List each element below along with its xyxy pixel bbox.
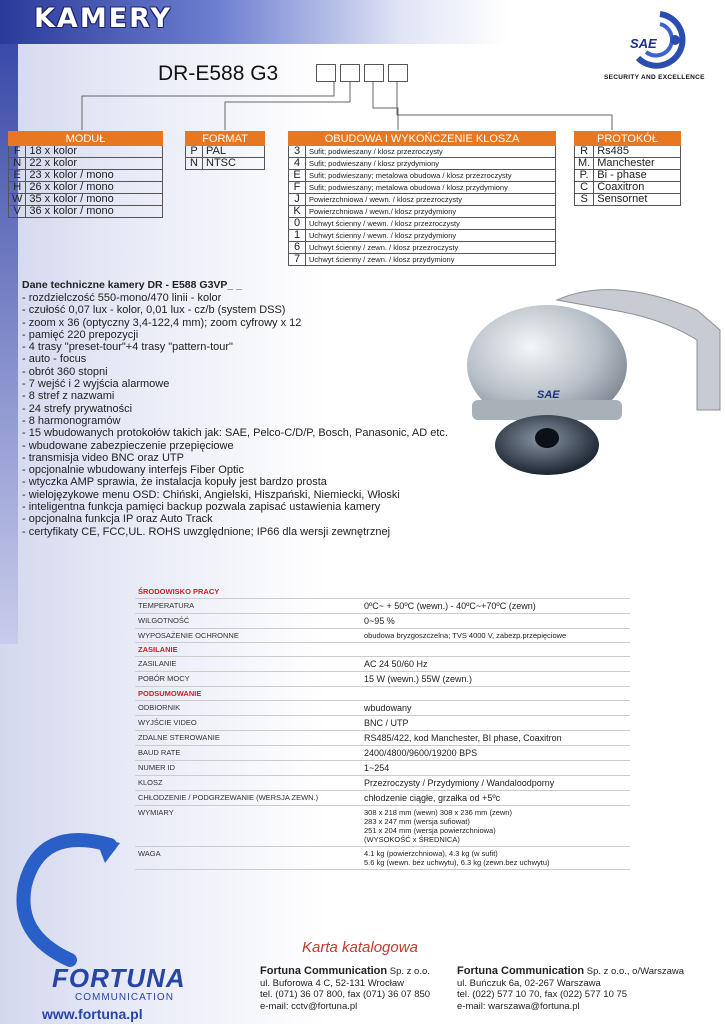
modul-row-code: F xyxy=(9,146,26,158)
tech-row xyxy=(135,806,630,847)
modul-row-desc: 18 x kolor xyxy=(26,146,163,158)
tech-key: POBÓR MOCY xyxy=(135,672,361,687)
protokol-row-code: P. xyxy=(575,170,594,182)
tech-key: ZDALNE STEROWANIE xyxy=(135,731,361,746)
address-line: ul. Buńczuk 6a, 02-267 Warszawa xyxy=(457,977,601,989)
tech-key: WAGA xyxy=(135,847,361,870)
tech-specs-table xyxy=(135,585,630,870)
address-line: ul. Buforowa 4 C, 52-131 Wrocław xyxy=(260,977,404,989)
obudowa-row xyxy=(289,254,556,266)
modul-row-code: E xyxy=(9,170,26,182)
format-row-desc: NTSC xyxy=(203,158,265,170)
spec-item: - opcjonalnie wbudowany interfejs Fiber Optic xyxy=(22,464,244,477)
tech-row xyxy=(135,672,630,687)
protokol-row-desc: Bi - phase xyxy=(594,170,681,182)
tech-value: 15 W (wewn.) 55W (zewn.) xyxy=(361,672,630,687)
spec-item: - 7 wejść i 2 wyjścia alarmowe xyxy=(22,378,170,391)
tech-row xyxy=(135,761,630,776)
obudowa-row xyxy=(289,242,556,254)
tech-row xyxy=(135,847,630,870)
tech-row xyxy=(135,629,630,643)
tech-value: 0ºC~ + 50ºC (wewn.) - 40ºC~+70ºC (zewn) xyxy=(361,599,630,614)
format-row-code: P xyxy=(186,146,203,158)
protokol-row-code: C xyxy=(575,182,594,194)
format-row xyxy=(186,146,265,158)
obudowa-row xyxy=(289,170,556,182)
company-name: Fortuna Communication xyxy=(457,965,585,977)
format-row-code: N xyxy=(186,158,203,170)
obudowa-row-code: 3 xyxy=(289,146,306,158)
tech-section-header xyxy=(135,643,630,657)
spec-item: - wtyczka AMP sprawia, że instalacja kopuły jest bardzo prosta xyxy=(22,476,327,489)
format-table xyxy=(185,131,265,170)
tech-key: NUMER ID xyxy=(135,761,361,776)
fortuna-swirl-icon xyxy=(0,825,135,975)
spec-item: - 4 trasy "preset-tour"+4 trasy "pattern-tour" xyxy=(22,341,233,354)
obudowa-row-desc: Powierzchniowa / wewn. / klosz przezroczysty xyxy=(306,194,556,206)
tech-value: AC 24 50/60 Hz xyxy=(361,657,630,672)
protokol-row-code: S xyxy=(575,194,594,206)
obudowa-row-code: K xyxy=(289,206,306,218)
protokol-table xyxy=(574,131,681,206)
protokol-row-code: M. xyxy=(575,158,594,170)
modul-row-desc: 36 x kolor / mono xyxy=(26,206,163,218)
obudowa-row xyxy=(289,182,556,194)
modul-row-code: V xyxy=(9,206,26,218)
specs-list xyxy=(22,292,448,538)
address-wroclaw xyxy=(260,966,430,1012)
obudowa-row-code: 6 xyxy=(289,242,306,254)
modul-row xyxy=(9,158,163,170)
obudowa-row-code: E xyxy=(289,170,306,182)
tech-section-header xyxy=(135,687,630,701)
fortuna-logo-text: FORTUNA xyxy=(52,963,186,993)
obudowa-row xyxy=(289,158,556,170)
protokol-row-desc: Manchester xyxy=(594,158,681,170)
modul-row-code: N xyxy=(9,158,26,170)
tech-key: ODBIORNIK xyxy=(135,701,361,716)
tech-section-label: ŚRODOWISKO PRACY xyxy=(135,585,630,599)
spec-item: - 8 harmonogramów xyxy=(22,414,121,427)
tech-section-label: ZASILANIE xyxy=(135,643,630,657)
tech-key: ZASILANIE xyxy=(135,657,361,672)
obudowa-row-code: J xyxy=(289,194,306,206)
obudowa-row-desc: Uchwyt ścienny / zewn. / klosz przydymiony xyxy=(306,254,556,266)
tech-value: 308 x 218 mm (wewn) 308 x 236 mm (zewn) 283 x 247 mm (wersja sufiowat) 251 x 204 mm (wersja powierzchniowa) (WYSOKOŚĆ x ŚREDNICA) xyxy=(361,806,630,847)
protokol-row xyxy=(575,146,681,158)
spec-item: - inteligentna funkcja pamięci backup pozwala zapisać ustawienia kamery xyxy=(22,501,381,514)
modul-row-desc: 26 x kolor / mono xyxy=(26,182,163,194)
tech-value: wbudowany xyxy=(361,701,630,716)
obudowa-title: OBUDOWA I WYKOŃCZENIE KLOSZA xyxy=(289,132,556,146)
obudowa-row-desc: Uchwyt ścienny / wewn. / klosz przezroczysty xyxy=(306,218,556,230)
obudowa-row-desc: Sufit; podwieszany / klosz przydymiony xyxy=(306,158,556,170)
email-line[interactable]: e-mail: cctv@fortuna.pl xyxy=(260,1000,358,1012)
tech-key: WYMIARY xyxy=(135,806,361,847)
code-connector-lines xyxy=(0,0,725,135)
tech-row xyxy=(135,731,630,746)
tech-row xyxy=(135,599,630,614)
tech-value: RS485/422, kod Manchester, BI phase, Coaxitron xyxy=(361,731,630,746)
spec-item: - 24 strefy prywatności xyxy=(22,402,133,415)
spec-item: - zoom x 36 (optyczny 3,4-122,4 mm); zoom cyfrowy x 12 xyxy=(22,316,302,329)
obudowa-row-desc: Uchwyt ścienny / zewn. / klosz przezroczysty xyxy=(306,242,556,254)
modul-row-code: W xyxy=(9,194,26,206)
modul-row-code: H xyxy=(9,182,26,194)
phone-line: tel. (022) 577 10 70, fax (022) 577 10 75 xyxy=(457,989,628,1000)
protokol-title: PROTOKÓŁ xyxy=(575,132,681,146)
tech-row xyxy=(135,614,630,629)
modul-title: MODUŁ xyxy=(9,132,163,146)
tech-key: BAUD RATE xyxy=(135,746,361,761)
model-name: DR-E588 G3 xyxy=(158,62,279,85)
obudowa-row xyxy=(289,194,556,206)
spec-item: - wielojęzykowe menu OSD: Chiński, Angielski, Hiszpański, Niemiecki, Włoski xyxy=(22,488,400,501)
obudowa-row xyxy=(289,230,556,242)
svg-text:SAE: SAE xyxy=(537,389,560,401)
obudowa-row-code: 7 xyxy=(289,254,306,266)
tech-key: WYPOSAŻENIE OCHRONNE xyxy=(135,629,361,643)
tech-key: WILGOTNOŚĆ xyxy=(135,614,361,629)
company-name: Fortuna Communication xyxy=(260,965,388,977)
tech-value: Przezroczysty / Przydymiony / Wandaloodporny xyxy=(361,776,630,791)
tech-row xyxy=(135,776,630,791)
website-link[interactable]: www.fortuna.pl xyxy=(42,1006,143,1022)
obudowa-row-code: F xyxy=(289,182,306,194)
tech-row xyxy=(135,746,630,761)
tech-value: 4.1 kg (powierzchniowa), 4.3 kg (w sufit) 5.6 kg (wewn. bez uchwytu), 6.3 kg (zewn.bez uchwytu) xyxy=(361,847,630,870)
obudowa-row-code: 1 xyxy=(289,230,306,242)
protokol-row-desc: Rs485 xyxy=(594,146,681,158)
modul-row-desc: 22 x kolor xyxy=(26,158,163,170)
protokol-row xyxy=(575,170,681,182)
page-title: KAMERY xyxy=(34,3,172,34)
protokol-row xyxy=(575,158,681,170)
obudowa-row-code: 4 xyxy=(289,158,306,170)
spec-item: - transmisja video BNC oraz UTP xyxy=(22,451,184,464)
address-warszawa xyxy=(457,966,684,1012)
tech-section-header xyxy=(135,585,630,599)
modul-row xyxy=(9,170,163,182)
tech-key: CHŁODZENIE / PODGRZEWANIE (WERSJA ZEWN.) xyxy=(135,791,361,806)
modul-row xyxy=(9,146,163,158)
dome-camera-image xyxy=(462,270,724,475)
catalog-card-label: Karta katalogowa xyxy=(302,939,418,956)
spec-item: - auto - focus xyxy=(22,353,87,366)
spec-item: - obrót 360 stopni xyxy=(22,365,108,378)
tech-value: 2400/4800/9600/19200 BPS xyxy=(361,746,630,761)
spec-item: - rozdzielczość 550-mono/470 linii - kolor xyxy=(22,292,222,304)
obudowa-row-desc: Sufit; podwieszany / klosz przezroczysty xyxy=(306,146,556,158)
format-title: FORMAT xyxy=(186,132,265,146)
spec-item: - certyfikaty CE, FCC,UL. ROHS uwzględnione; IP66 dla wersji zewnętrznej xyxy=(22,525,391,538)
obudowa-table xyxy=(288,131,556,266)
logo-tagline: SECURITY AND EXCELLENCE xyxy=(604,74,705,81)
protokol-row-code: R xyxy=(575,146,594,158)
tech-key: KLOSZ xyxy=(135,776,361,791)
spec-item: - 15 wbudowanych protokołów takich jak: SAE, Pelco-C/D/P, Bosch, Panasonic, AD etc. xyxy=(22,427,448,440)
protokol-row-desc: Coaxitron xyxy=(594,182,681,194)
tech-value: BNC / UTP xyxy=(361,716,630,731)
spec-item: - 8 stref z nazwami xyxy=(22,390,115,403)
spec-item: - pamięć 220 prepozycji xyxy=(22,328,139,341)
obudowa-row-code: 0 xyxy=(289,218,306,230)
spec-item: - opcjonalna funkcja IP oraz Auto Track xyxy=(22,513,213,526)
tech-value: 0~95 % xyxy=(361,614,630,629)
tech-row xyxy=(135,701,630,716)
email-line[interactable]: e-mail: warszawa@fortuna.pl xyxy=(457,1000,580,1012)
phone-line: tel. (071) 36 07 800, fax (071) 36 07 850 xyxy=(260,989,431,1000)
protokol-row xyxy=(575,194,681,206)
obudowa-row xyxy=(289,146,556,158)
modul-row-desc: 23 x kolor / mono xyxy=(26,170,163,182)
obudowa-row xyxy=(289,218,556,230)
obudowa-row-desc: Sufit; podwieszany; metalowa obudowa / klosz przydymiony xyxy=(306,182,556,194)
tech-row xyxy=(135,716,630,731)
tech-section-label: PODSUMOWANIE xyxy=(135,687,630,701)
protokol-row xyxy=(575,182,681,194)
modul-row xyxy=(9,206,163,218)
spec-item: - wbudowane zabezpieczenie przepięciowe xyxy=(22,439,234,452)
obudowa-row-desc: Uchwyt ścienny / wewn. / klosz przydymiony xyxy=(306,230,556,242)
modul-row xyxy=(9,194,163,206)
svg-text:SAE: SAE xyxy=(630,36,657,51)
company-suffix: Sp. z o.o. xyxy=(387,966,430,977)
modul-table xyxy=(8,131,163,218)
tech-row xyxy=(135,657,630,672)
company-suffix: Sp. z o.o., o/Warszawa xyxy=(584,966,685,977)
tech-key: WYJŚCIE VIDEO xyxy=(135,716,361,731)
tech-key: TEMPERATURA xyxy=(135,599,361,614)
modul-row xyxy=(9,182,163,194)
specs-heading: Dane techniczne kamery DR - E588 G3VP_ _ xyxy=(22,279,243,291)
obudowa-row-desc: Powierzchniowa / wewn./ klosz przydymiony xyxy=(306,206,556,218)
tech-value: obudowa bryzgoszczelna; TVS 4000 V, zabezp.przepięciowe xyxy=(361,629,630,643)
modul-row-desc: 35 x kolor / mono xyxy=(26,194,163,206)
obudowa-row xyxy=(289,206,556,218)
format-row-desc: PAL xyxy=(203,146,265,158)
tech-value: 1~254 xyxy=(361,761,630,776)
fortuna-logo-subtext: COMMUNICATION xyxy=(75,992,174,1003)
obudowa-row-desc: Sufit; podwieszany; metalowa obudowa / klosz przezroczysty xyxy=(306,170,556,182)
tech-row xyxy=(135,791,630,806)
tech-value: chłodzenie ciągłe, grzałka od +5ºc xyxy=(361,791,630,806)
format-row xyxy=(186,158,265,170)
spec-item: - czułość 0,07 lux - kolor, 0,01 lux - cz/b (system DSS) xyxy=(22,304,286,317)
protokol-row-desc: Sensornet xyxy=(594,194,681,206)
